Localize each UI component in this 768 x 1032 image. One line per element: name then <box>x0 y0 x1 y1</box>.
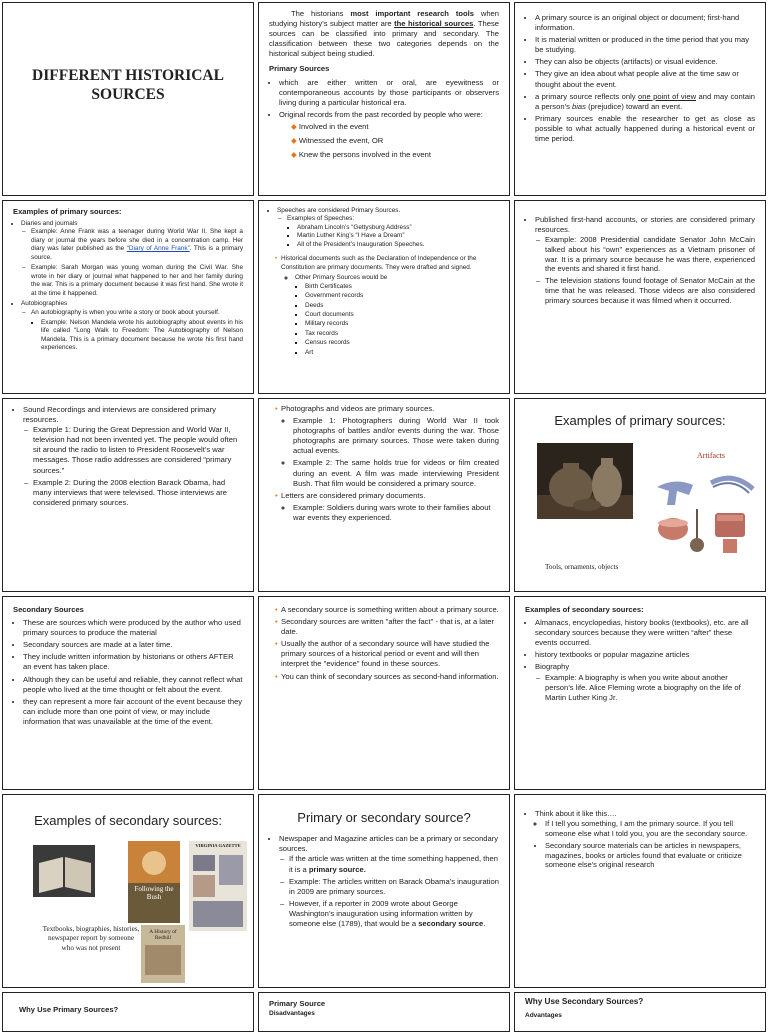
list-item: • Published first-hand accounts, or stories are considered primary resources. – Example: 2008 Presidential candidate Senator John McCain talked about his “own” experiences as a Vietnam prisoner of war. It is a primary source because he was there, experienced the events and shared it first hand. – The television stations found footage of Senator McCain at the time that he was released. Those videos are also considered primary sources because it was filmed when it occurred. <box>535 215 755 306</box>
list-item: • which are either written or oral, are eyewitness or contemporaneous accounts by those participants or observers living during a particular historical era. <box>279 78 499 108</box>
bullet-list <box>13 220 243 353</box>
slide-published-accounts <box>514 200 766 394</box>
list-item: • They include written information by historians or others AFTER an event has taken place. <box>23 652 243 672</box>
list-item: • Historical documents such as the Declaration of Independence or the Constitution are primary documents. They were drafted and signed. ◦ Other Primary Sources would be ▪ Birth Certificates ▪ Government records ▪ Deeds ▪ Court documents ▪ Military records ▪ Tax records ▪ Census records ▪ Art <box>275 255 499 357</box>
book-cover-history-of-redhill <box>141 925 185 983</box>
section-heading: Primary Source <box>269 999 326 1008</box>
artifacts-label: Artifacts <box>697 451 725 460</box>
slide-primary-artifacts <box>514 398 766 592</box>
sub-list <box>287 224 499 249</box>
bullet-list <box>269 404 499 523</box>
list-item: • A secondary source is something written about a primary source. <box>275 605 499 615</box>
bullet-list <box>525 809 755 839</box>
sub-list <box>535 673 755 703</box>
list-item: • It is material written or produced in the time period that you may be studying. <box>535 35 755 55</box>
slide-secondary-definition <box>258 596 510 790</box>
section-heading: Primary Sources <box>269 64 330 74</box>
list-item: ▪ Government records <box>305 292 499 300</box>
list-item: • Diaries and journals – Example: Anne Frank was a teenager during World War II. She kept a diary or journal the years before she died in a concentration camp. Her diary was later published as the “Diary of Anne Frank”. This is a primary source. – Example: Sarah Morgan was young woman during the Civil War. She wrote in her diary or journal what happened to her and her family during the war. This is a primary document because it was first hand. She wrote it at the time it happened. <box>21 220 243 298</box>
image-caption: Textbooks, biographies, histories, newspaper report by someone who was not present <box>42 925 140 952</box>
artifacts-illustration <box>653 469 757 561</box>
list-item: • Secondary sources are made at a later time. <box>23 640 243 650</box>
slide-secondary-sources <box>2 596 254 790</box>
bullet-list <box>269 78 499 120</box>
list-item: – The television stations found footage of Senator McCain at the time that he was released. Those videos are also considered primary sources because it was filmed when it occurred. <box>545 276 755 306</box>
list-item: ▪ Abraham Lincoln’s “Gettysburg Address” <box>297 224 499 232</box>
list-item: ◆ Involved in the event <box>291 121 369 131</box>
slide-secondary-images <box>2 794 254 988</box>
section-heading: Examples of secondary sources: <box>525 605 644 614</box>
list-item: – Example: 2008 Presidential candidate Senator John McCain talked about his “own” experiences as a Vietnam prisoner of war. It is a primary source because he was there, experienced the events and shared it first hand. <box>545 235 755 275</box>
list-item: ◦ Example 2: The same holds true for videos or film created during an event. A film was made interviewing President Bush. That film would be considered a primary source. <box>293 458 499 488</box>
slide-heading: Examples of secondary sources: <box>34 813 222 828</box>
list-item: – Example 2: During the 2008 election Barack Obama, had many interviews that were televised. Those interviews are considered primary sources. <box>33 478 243 508</box>
slide-primary-sources-intro <box>258 2 510 196</box>
list-item: ▪ Birth Certificates <box>305 283 499 291</box>
list-item: • a primary source reflects only one point of view and may contain a person’s bias (prejudice) toward an event. <box>535 92 755 112</box>
list-item: ◦ Example 1: Photographers during World War II took photographs of battles and/or events during the war. Those photographs are primary sources. Those were taken during actual events. <box>293 416 499 456</box>
bullet-list <box>525 618 755 703</box>
diary-link[interactable]: “Diary of Anne Frank” <box>126 245 190 253</box>
slide-photographs-letters <box>258 398 510 592</box>
list-item: – Example 1: During the Great Depression and World War II, television had not been invented yet. The people would often sit around the radio to listen to President Roosevelt’s war messages. Those radio addresses are considered “primary sources.” <box>33 425 243 475</box>
list-item: • Biography – Example: A biography is when you write about another person’s life. Alice Fleming wrote a biography on the life of Martin Luther King Jr. <box>535 662 755 702</box>
list-item: ▪ Military records <box>305 320 499 328</box>
list-item: ◆ Knew the persons involved in the event <box>291 150 431 160</box>
list-item: ▪ Census records <box>305 339 499 347</box>
bullet-list <box>525 215 755 306</box>
sub-list <box>279 854 499 929</box>
list-item: ◦ Example: Soldiers during wars wrote to their families about war events they experienced. <box>293 503 499 523</box>
image-caption: Tools, ornaments, objects <box>545 563 619 571</box>
list-item: • Usually the author of a secondary source will have studied the primary sources of a historical period or event and will then interpret the "evidence" found in these sources. <box>275 639 499 669</box>
slide-think-about-it <box>514 794 766 988</box>
intro-paragraph: The historians most important research tools when studying history’s subject matter are the historical sources. These sources can be classified into primary and secondary. The classification between these two categories depends on the historical subject being studied. <box>269 9 500 59</box>
sub-list <box>277 215 499 249</box>
list-item: • They give an idea about what people alive at the time saw or thought about the event. <box>535 69 755 89</box>
list-item: – Example: Anne Frank was a teenager during World War II. She kept a diary or journal the years before she died in a concentration camp. Her diary was later published as the “Diary of Anne Frank”. This is a primary source. <box>31 228 243 262</box>
list-item: • They can also be objects (artifacts) or visual evidence. <box>535 57 755 67</box>
list-item: • they can represent a more fair account of the event because they can include more than one point of view, or may include information that was unavailable at the time of the event. <box>23 697 243 727</box>
list-item: • Letters are considered primary documents. ◦ Example: Soldiers during wars wrote to their families about war events they experienced. <box>275 491 499 523</box>
list-item: – However, if a reporter in 2009 wrote about George Washington’s inauguration using information written by someone else (1789), that would be a secondary source. <box>289 899 499 929</box>
book-title: A History of Redhill <box>149 929 177 941</box>
slide-why-primary <box>2 992 254 1032</box>
section-heading: Why Use Secondary Sources? <box>525 997 644 1006</box>
page-title: DIFFERENT HISTORICAL SOURCES <box>32 67 224 103</box>
section-heading: Why Use Primary Sources? <box>19 1005 119 1014</box>
sub-list <box>21 309 243 353</box>
list-item: ▪ Martin Luther King’s “I Have a Dream” <box>297 232 499 240</box>
subheading: Advantages <box>525 1011 562 1019</box>
list-item: – If the article was written at the time something happened, then it is a primary source. <box>289 854 499 874</box>
slide-primary-disadvantages <box>258 992 510 1032</box>
sub-list <box>21 228 243 298</box>
list-item: • You can think of secondary sources as second-hand information. <box>275 672 499 682</box>
sub-list <box>535 235 755 306</box>
slide-sound-recordings <box>2 398 254 592</box>
list-item: • Although they can be useful and reliable, they cannot reflect what people who lived at the time thought or felt about the event. <box>23 675 243 695</box>
sub-list <box>269 122 499 160</box>
bullet-list <box>13 618 243 727</box>
list-item: • Think about it like this…. ◦ If I tell you something, I am the primary source. If you tell someone else what I told you, you are the secondary source. <box>535 809 755 839</box>
bullet-list <box>269 255 499 357</box>
bullet-list <box>525 13 755 144</box>
list-item: • Newspaper and Magazine articles can be a primary or secondary sources. – If the article was written at the time something happened, then it is a primary source. – Example: The articles written on Barack Obama’s inauguration in 2009 are primary sources. – However, if a reporter in 2009 wrote about George Washington’s inauguration using information written by someone else (1789), that would be a secondary source. <box>279 834 499 929</box>
list-item: ▪ Tax records <box>305 330 499 338</box>
slide-heading: Examples of primary sources: <box>554 413 726 428</box>
list-item: • These are sources which were produced by the author who used primary sources to produce the material <box>23 618 243 638</box>
slide-primary-definition <box>514 2 766 196</box>
newspaper-image <box>189 841 247 931</box>
slide-primary-examples-diaries <box>2 200 254 394</box>
list-item: ▪ All of the President’s Inauguration Speeches. <box>297 241 499 249</box>
sub-list <box>23 425 243 508</box>
list-item: – Example: A biography is when you write about another person’s life. Alice Fleming wrote a biography on the life of Martin Luther King Jr. <box>545 673 755 703</box>
list-item: ◦ If I tell you something, I am the primary source. If you tell someone else what I told you, you are the secondary source. <box>545 819 755 839</box>
book-title: Following the Bush <box>134 885 174 901</box>
list-item: ▪ Example: Nelson Mandela wrote his autobiography about events in his life called “Long Walk to Freedom: The Autobiography of Nelson Mandela. This is a primary document because he wrote his first hand experiences. <box>41 319 243 353</box>
bullet-list <box>269 207 499 249</box>
list-item: ◆ Witnessed the event, OR <box>291 136 384 146</box>
list-item: • Almanacs, encyclopedias, history books (textbooks), etc. are all secondary sources because they were written “after” these events occurred. <box>535 618 755 648</box>
list-item: • Sound Recordings and interviews are considered primary resources. – Example 1: During the Great Depression and World War II, television had not been invented yet. The people would often sit around the radio to listen to President Roosevelt’s war messages. Those radio addresses are considered “primary sources.” – Example 2: During the 2008 election Barack Obama, had many interviews that were televised. Those interviews are considered primary sources. <box>23 405 243 508</box>
list-item: – An autobiography is when you write a story or book about yourself. ▪ Example: Nelson Mandela wrote his autobiography about events in his life called “Long Walk to Freedom: The Autobiography of Nelson Mandela. This is a primary document because he wrote his first hand experiences. <box>31 309 243 353</box>
sub-list <box>281 416 499 489</box>
list-item: ▪ Court documents <box>305 311 499 319</box>
list-item: – Example: Sarah Morgan was young woman during the Civil War. She wrote in her diary or journal what happened to her and her family during the war. This is a primary document because it was first hand. She wrote it at the time it happened. <box>31 264 243 298</box>
slide-title <box>2 2 254 196</box>
slide-heading: Primary or secondary source? <box>297 810 471 825</box>
list-item: • Original records from the past recorded by people who were: <box>279 110 499 120</box>
sub-list <box>281 503 499 523</box>
newspaper-title: VIRGINIA GAZETTE <box>195 843 241 848</box>
bullet-list <box>269 834 499 929</box>
slide-why-secondary <box>514 992 766 1032</box>
list-item: • Primary sources enable the researcher to get as close as possible to what actually happened during a historical event or time period. <box>535 114 755 144</box>
section-heading: Examples of primary sources: <box>13 207 122 216</box>
bullet-list <box>269 605 499 682</box>
list-item: • A primary source is an original object or document; first-hand information. <box>535 13 755 33</box>
subheading: Disadvantages <box>269 1010 315 1018</box>
list-item: • history textbooks or popular magazine articles <box>535 650 755 660</box>
slide-secondary-examples-list <box>514 596 766 790</box>
sub-list <box>535 819 755 839</box>
slide-speeches-documents <box>258 200 510 394</box>
list-item: • Secondary sources are written "after the fact" - that is, at a later date. <box>275 617 499 637</box>
list-item: • Autobiographies – An autobiography is when you write a story or book about yourself. ▪ Example: Nelson Mandela wrote his autobiography about events in his life called “Long Walk to Freedom: The Autobiography of Nelson Mandela. This is a primary document because he wrote his first hand experiences. <box>21 300 243 353</box>
list-item: – Example: The articles written on Barack Obama’s inauguration in 2009 are primary sources. <box>289 877 499 897</box>
open-book-photo <box>33 845 95 897</box>
list-item: • Photographs and videos are primary sources. ◦ Example 1: Photographers during World War II took photographs of battles and/or events during the war. Those photographs are primary sources. Those were taken during actual events. ◦ Example 2: The same holds true for videos or film created during an event. A film was made interviewing President Bush. That film would be considered a primary source. <box>275 404 499 489</box>
book-cover-following-the-bush <box>128 841 180 923</box>
list-item: ▪ Deeds <box>305 302 499 310</box>
list-item: • Speeches are considered Primary Sources. – Examples of Speeches: ▪ Abraham Lincoln’s “Gettysburg Address” ▪ Martin Luther King’s “I Have a Dream” ▪ All of the President’s Inauguration Speeches. <box>277 207 499 249</box>
list-item: ▪ Art <box>305 349 499 357</box>
sub-list <box>281 274 499 357</box>
list-item: – Examples of Speeches: ▪ Abraham Lincoln’s “Gettysburg Address” ▪ Martin Luther King’s “I Have a Dream” ▪ All of the President’s Inauguration Speeches. <box>287 215 499 249</box>
list-item: • Secondary source materials can be articles in newspapers, magazines, books or articles found that evaluate or criticize someone else's original research <box>545 841 755 871</box>
bullet-list <box>525 841 755 871</box>
section-heading: Secondary Sources <box>13 605 84 614</box>
bullet-list <box>13 405 243 508</box>
pottery-photo <box>537 443 633 519</box>
sub-list <box>295 283 499 358</box>
slide-primary-or-secondary <box>258 794 510 988</box>
sub-list <box>31 319 243 353</box>
list-item: ◦ Other Primary Sources would be ▪ Birth Certificates ▪ Government records ▪ Deeds ▪ Court documents ▪ Military records ▪ Tax records ▪ Census records ▪ Art <box>295 274 499 357</box>
